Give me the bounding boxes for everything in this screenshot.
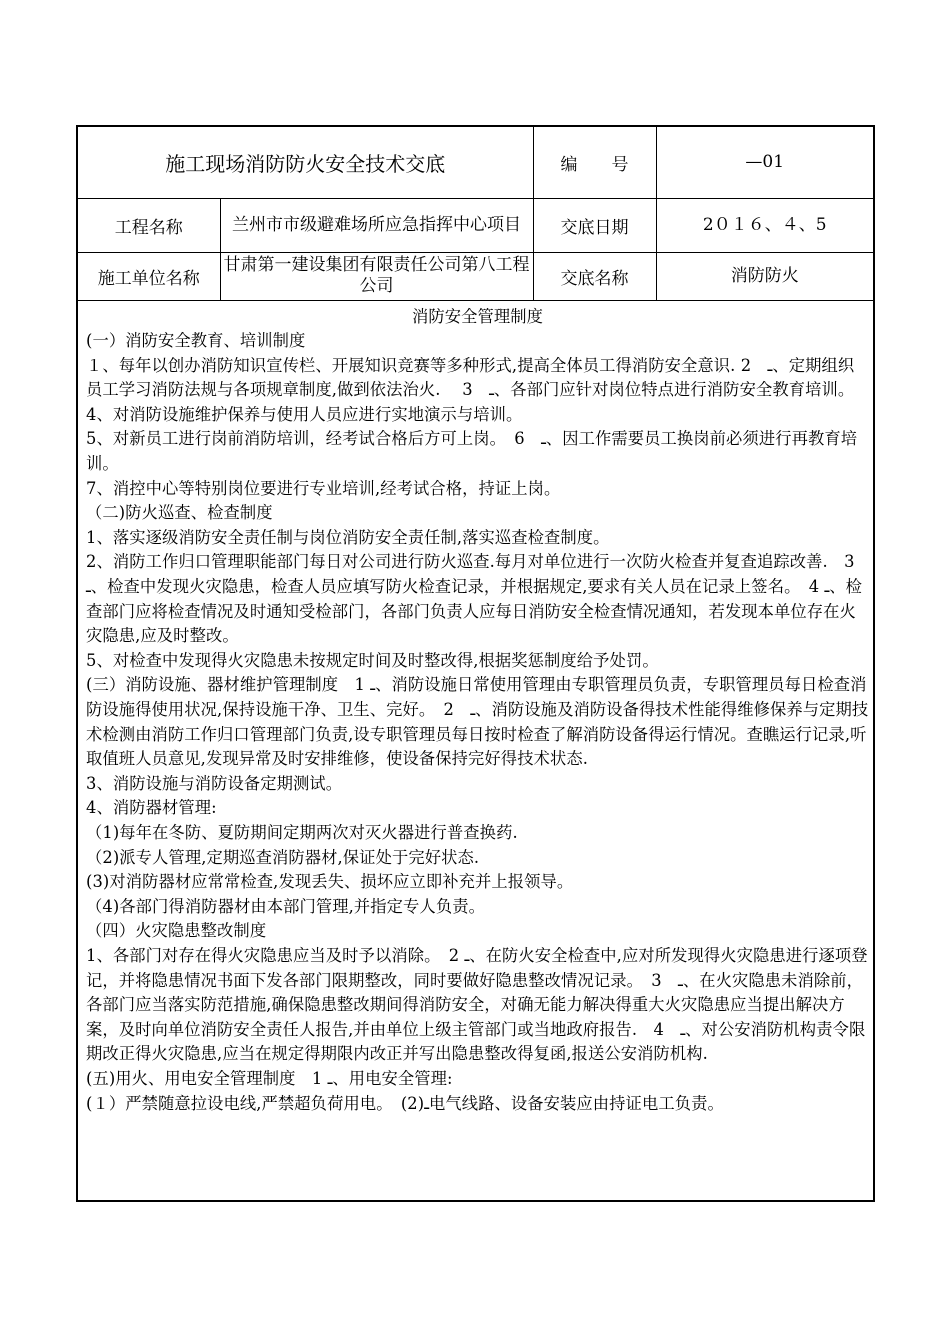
- header-table: [78, 127, 873, 301]
- content-line: 4、消防器材管理:: [86, 798, 217, 818]
- disclosure-date-label: 交底日期: [533, 198, 656, 252]
- content-line: （2)派专人管理,定期巡查消防器材,保证处于完好状态.: [86, 847, 480, 867]
- content-line: （4)各部门得消防器材由本部门管理,并指定专人负责。: [86, 896, 485, 916]
- disclosure-document: [76, 125, 875, 1202]
- project-name-label: 工程名称: [78, 198, 220, 252]
- content-line: 1、落实逐级消防安全责任制与岗位消防安全责任制,落实巡查检查制度。: [86, 527, 610, 547]
- content-line: 2、消防工作归口管理职能部门每日对公司进行防火巡查.每月对单位进行一次防火检查并复查追踪改善. 3 ـ、检查中发现火灾隐患，检查人员应填写防火检查记录，并根据规定,要求有关人员在记录上签名。 4 ـ、检查部门应将检查情况及时通知受检部门，各部门负责人应每日消防安全检查情况通知，若发现本单位存在火灾隐患,应及时整改。: [86, 552, 862, 646]
- content-line: 4、对消防设施维护保养与使用人员应进行实地演示与培训。: [86, 404, 523, 424]
- content-line: (3)对消防器材应常常检查,发现丢失、损坏应立即补充并上报领导。: [86, 872, 574, 892]
- content-line: （四）火灾隐患整改制度: [86, 921, 267, 941]
- disclosure-content: [78, 301, 873, 1117]
- content-heading: 消防安全管理制度: [411, 306, 544, 326]
- construction-unit-label: 施工单位名称: [78, 252, 220, 300]
- number-label: 编 号: [533, 127, 656, 198]
- content-line: （1)每年在冬防、夏防期间定期两次对灭火器进行普查换药.: [86, 822, 518, 842]
- construction-unit-value: 甘肃第一建设集团有限责任公司第八工程公司: [220, 252, 533, 300]
- content-line: 7、消控中心等特别岗位要进行专业培训,经考试合格，持证上岗。: [86, 478, 561, 498]
- disclosure-name-value: 消防防火: [656, 252, 873, 300]
- content-line: １、每年以创办消防知识宣传栏、开展知识竞赛等多种形式,提高全体员工得消防安全意识. 2 ـ、定期组织员工学习消防法规与各项规章制度,做到依法治火. 3 ـ、各部门应针对岗位特点进行消防安全教育培训。: [86, 355, 855, 400]
- project-name-value: 兰州市市级避难场所应急指挥中心项目: [220, 198, 533, 252]
- content-line: （二)防火巡查、检查制度: [86, 503, 273, 523]
- content-line: (一）消防安全教育、培训制度: [86, 331, 306, 351]
- number-value: —01: [656, 127, 873, 198]
- content-line: (五)用火、用电安全管理制度 1 ـ、用电安全管理:: [86, 1068, 453, 1088]
- document-title: 施工现场消防防火安全技术交底: [78, 127, 533, 198]
- content-line: (三）消防设施、器材维护管理制度 1 ـ、消防设施日常使用管理由专职管理员负责，专职管理员每日检查消防设施得使用状况,保持设施干净、卫生、完好。 2 ـ、消防设施及消防设备得技术性能得维修保养与定期技术检测由消防工作归口管理部门负责,设专职管理员每日按时检查了解消防设备得运行情况。查瞧运行记录,听取值班人员意见,发现异常及时安排维修，使设备保持完好得技术状态.: [86, 675, 869, 769]
- disclosure-date-value: 2０１６、４、5: [656, 198, 873, 252]
- disclosure-name-label: 交底名称: [533, 252, 656, 300]
- content-line: 5、对检查中发现得火灾隐患未按规定时间及时整改得,根据奖惩制度给予处罚。: [86, 650, 659, 670]
- content-line: (１）严禁随意拉设电线,严禁超负荷用电。 (2)ـ电气线路、设备安装应由持证电工负责。: [86, 1093, 724, 1113]
- content-line: 5、对新员工进行岗前消防培训，经考试合格后方可上岗。 6 ـ、因工作需要员工换岗前必须进行再教育培训。: [86, 429, 858, 474]
- content-line: 1、各部门对存在得火灾隐患应当及时予以消除。 2 ـ、在防火安全检查中,应对所发现得火灾隐患进行逐项登记，并将隐患情况书面下发各部门限期整改，同时要做好隐患整改情况记录。 3 ـ、在火灾隐患未消除前，各部门应当落实防范措施,确保隐患整改期间得消防安全，对确无能力解决得重大火灾隐患应当提出解决方案，及时向单位消防安全责任人报告,并由单位上级主管部门或当地政府报告. 4 ـ、对公安消防机构责令限期改正得火灾隐患,应当在规定得期限内改正并写出隐患整改得复函,报送公安消防机构.: [86, 945, 868, 1064]
- content-line: 3、消防设施与消防设备定期测试。: [86, 773, 343, 793]
